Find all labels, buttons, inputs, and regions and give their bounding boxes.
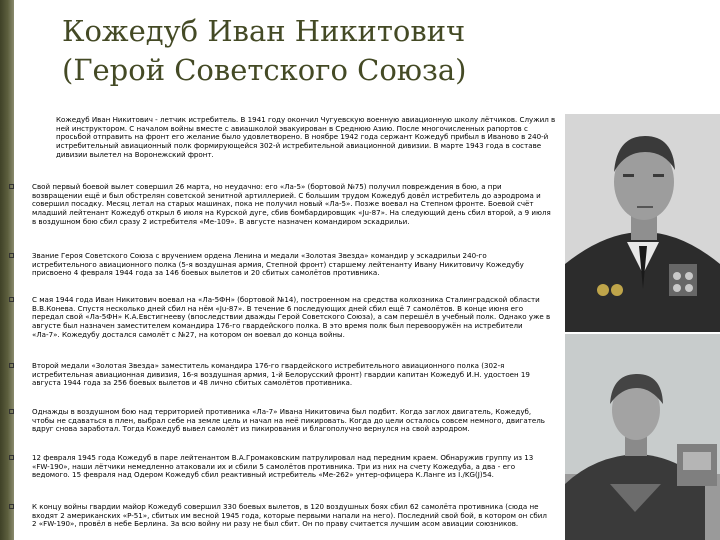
bullet-text: Второй медали «Золотая Звезда» заместитель командира 176-го гвардейского истребительного авиационного полка (302-я истребительная авиационная дивизия, 16-я воздушная армия, 1-й Белорусский фронт) гвардии капитан Кожедуб И.Н. удостоен 19 августа 1944 года за 256 боевых вылетов и 48 лично сбитых самолётов противника. [32,361,530,388]
bullet-square-icon [9,504,14,509]
bullet-square-icon [9,297,14,302]
page-title [62,12,582,90]
title-line-2: (Герой Советского Союза) [62,53,467,87]
bullet-text: С мая 1944 года Иван Никитович воевал на «Ла-5ФН» (бортовой №14), построенном на средства колхозника Сталинградской области В.В.Конева. Спустя несколько дней сбил на нём «Ju-87». В течение 6 последующих дней сбил ещё 7 самолётов. В конце июня его передал свой «Ла-5ФН» К.А.Евстигнееву (впоследствии дважды Герой Советского Союза), а сам перешёл в учебный полк. Однако уже в августе был назначен заместителем командира 176-го гвардейского полка. В это время полк был перевооружён на истребители «Ла-7». Кожедубу достался самолёт с №27, на котором он воевал до конца войны. [32,295,551,339]
pilot-illustration [565,334,720,540]
title-line-1: Кожедуб Иван Никитович [62,14,466,48]
bullet-text: Однажды в воздушном бою над территорией противника «Ла-7» Ивана Никитовича был подбит. Когда заглох двигатель, Кожедуб, чтобы не сдаваться в плен, выбрал себе на земле цель и начал на неё пикировать. Когда до цели осталось совсем немного, двигатель вдруг снова заработал. Тогда Кожедуб вывел самолёт из пикирования и благополучно вернулся на свой аэродром. [32,407,545,434]
bullet-square-icon [9,409,14,414]
bullet-square-icon [9,363,14,368]
bullet-text: 12 февраля 1945 года Кожедуб в паре лейтенантом В.А.Громаковским патрулировал над передним краем. Обнаружив группу из 13 «FW-190», наши лётчики немедленно атаковали их и сбили 5 самолётов противника. Три из них на счету Кожедуба, а два - его ведомого. 15 февраля над Одером Кожедуб сбил реактивный истребитель «Ме-262» унтер-офицера К.Ланге из I./KG(J)54. [32,453,534,480]
portrait-illustration [565,114,720,332]
portrait-photo [565,114,720,332]
bullet-text: К концу войны гвардии майор Кожедуб совершил 330 боевых вылетов, в 120 воздушных боях сбил 62 самолёта противника (сюда не входят 2 американских «P-51», сбитых им весной 1945 года, которые первыми напали на него). Последний свой бой, в котором он сбил 2 «FW-190», провёл в небе Берлина. За всю войну ни разу не был сбит. Он по праву считается лучшим асом авиации союзников. [32,502,547,529]
bullet-text: Свой первый боевой вылет совершил 26 марта, но неудачно: его «Ла-5» (бортовой №75) получил повреждения в бою, а при возвращении ещё и был обстрелян советской зенитной артиллерией. С большим трудом Кожедуб довёл истребитель до аэродрома и совершил посадку. Месяц летал на старых машинах, пока не получил новый «Ла-5». Позже воевал на Степном фронте. Боевой счёт младший лейтенант Кожедуб открыл 6 июля на Курской дуге, сбив бомбардировщик «Ju-87». На следующий день сбил второй, а 9 июля в воздушном бою сбил сразу 2 истребителя «Ме-109». В августе назначен командиром эскадрильи. [32,182,551,226]
text-content [14,112,564,540]
bullet-square-icon [9,455,14,460]
bullet-square-icon [9,253,14,258]
bullet-text: Звание Героя Советского Союза с вручением ордена Ленина и медали «Золотая Звезда» командир у эскадрильи 240-го истребительного авиационного полка (5-я воздушная армия, Степной фронт) старшему лейтенанту Ивану Никитовичу Кожедубу присвоено 4 февраля 1944 года за 146 боевых вылетов и 20 сбитых самолётов противника. [32,251,524,278]
pilot-photo [565,334,720,540]
bullet-square-icon [9,184,14,189]
intro-paragraph: Кожедуб Иван Никитович - летчик истребитель. В 1941 году окончил Чугуевскую военную авиационную школу лётчиков. Служил в ней инструктором. С началом войны вместе с авиашколой эвакуирован в Среднюю Азию. После многочисленных рапортов с просьбой отправить на фронт его желание было удовлетворено. В ноябре 1942 года сержант Кожедуб прибыл в Иваново в 240-й истребительный авиационный полк формирующейся 302-й истребительной авиационной дивизии. В марте 1943 года в составе дивизии вылетел на Воронежский фронт. [56,115,556,159]
